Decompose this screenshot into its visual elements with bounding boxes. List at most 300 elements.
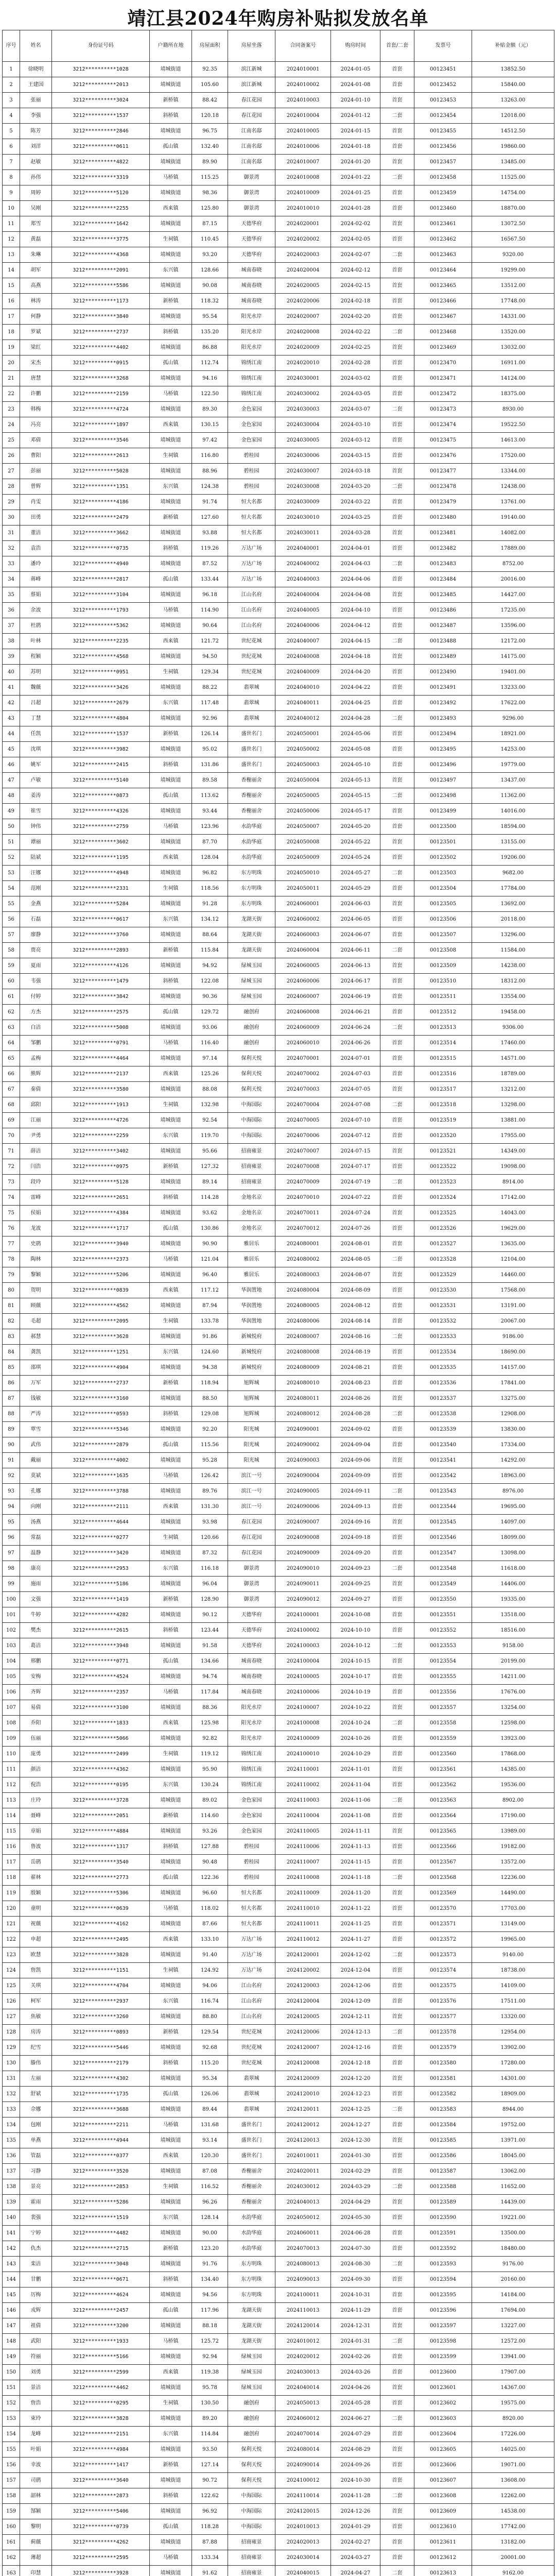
- cell-subsidy: 13518.00: [472, 1607, 554, 1623]
- cell-type: 二套: [380, 2102, 414, 2117]
- cell-date: 2024-12-13: [331, 2025, 380, 2040]
- cell-area: 122.08: [192, 974, 228, 989]
- cell-name: 齐辉: [20, 1685, 52, 1700]
- cell-invoice: 00123469: [414, 340, 472, 355]
- cell-id: 3212**********3546: [52, 433, 150, 448]
- cell-date: 2024-03-05: [331, 386, 380, 402]
- cell-type: 二套: [380, 866, 414, 881]
- cell-subsidy: 13596.00: [472, 618, 554, 634]
- cell-district: 生祠镇: [150, 1747, 192, 1762]
- cell-district: 西来镇: [150, 850, 192, 866]
- cell-subsidy: 17742.00: [472, 2519, 554, 2535]
- cell-date: 2024-05-20: [331, 819, 380, 835]
- cell-type: 首套: [380, 927, 414, 943]
- cell-contract: 2024050010: [275, 866, 331, 881]
- table-row: [3, 912, 554, 927]
- cell-no: 85: [3, 1360, 20, 1376]
- table-row: [3, 1175, 554, 1190]
- cell-invoice: 00123595: [414, 2287, 472, 2303]
- cell-name: 刘勇: [20, 2365, 52, 2380]
- cell-name: 沈琪: [20, 742, 52, 757]
- cell-invoice: 00123543: [414, 1484, 472, 1499]
- cell-id: 3212**********1735: [52, 2087, 150, 2102]
- cell-name: 邓倩: [20, 433, 52, 448]
- cell-area: 92.54: [192, 1113, 228, 1128]
- cell-invoice: 00123603: [414, 2411, 472, 2427]
- cell-no: 113: [3, 1793, 20, 1808]
- table-row: [3, 866, 554, 881]
- cell-no: 42: [3, 696, 20, 711]
- cell-area: 127.32: [192, 1159, 228, 1175]
- cell-estate: 阳光城: [228, 1437, 275, 1453]
- cell-date: 2024-03-25: [331, 510, 380, 526]
- cell-id: 3212**********2613: [52, 448, 150, 464]
- cell-contract: 2024080003: [275, 1267, 331, 1283]
- cell-type: 首套: [380, 1113, 414, 1128]
- cell-id: 3212**********0915: [52, 355, 150, 371]
- cell-estate: 绿城玉园: [228, 958, 275, 974]
- cell-district: 孤山镇: [150, 1437, 192, 1453]
- cell-type: 首套: [380, 1762, 414, 1777]
- table-row: [3, 2087, 554, 2102]
- cell-estate: 碧桂园: [228, 1839, 275, 1855]
- cell-id: 3212**********4904: [52, 1360, 150, 1376]
- table-row: [3, 742, 554, 757]
- table-row: [3, 572, 554, 587]
- cell-invoice: 00123581: [414, 2071, 472, 2087]
- cell-invoice: 00123500: [414, 819, 472, 835]
- cell-invoice: 00123517: [414, 1082, 472, 1097]
- cell-estate: 东方明珠: [228, 881, 275, 896]
- cell-area: 96.40: [192, 1267, 228, 1283]
- cell-estate: 龙湖天街: [228, 2303, 275, 2318]
- cell-invoice: 00123531: [414, 1298, 472, 1314]
- cell-date: 2024-12-23: [331, 2087, 380, 2102]
- table-row: [3, 2164, 554, 2179]
- cell-subsidy: 14427.00: [472, 587, 554, 603]
- cell-type: 首套: [380, 1932, 414, 1947]
- cell-contract: 2024100008: [275, 1716, 331, 1731]
- cell-invoice: 00123494: [414, 726, 472, 742]
- cell-name: 常磊: [20, 1530, 52, 1546]
- cell-estate: 融创府: [228, 1036, 275, 1051]
- cell-id: 3212**********4884: [52, 1824, 150, 1839]
- cell-area: 126.06: [192, 2087, 228, 2102]
- cell-name: 孔娜: [20, 1484, 52, 1499]
- cell-name: 韦强: [20, 974, 52, 989]
- cell-district: 靖城街道: [150, 371, 192, 386]
- table-row: [3, 2473, 554, 2488]
- cell-no: 105: [3, 1669, 20, 1685]
- cell-name: 岳鹃: [20, 1855, 52, 1870]
- cell-name: 叶林: [20, 634, 52, 649]
- table-row: [3, 124, 554, 139]
- cell-subsidy: 8902.00: [472, 1793, 554, 1808]
- cell-no: 112: [3, 1777, 20, 1793]
- cell-name: 严涛: [20, 1406, 52, 1422]
- cell-area: 90.12: [192, 1607, 228, 1623]
- cell-estate: 新城悦府: [228, 1345, 275, 1360]
- cell-date: 2024-08-29: [331, 2442, 380, 2458]
- cell-estate: 融创府: [228, 2396, 275, 2411]
- cell-invoice: 00123568: [414, 1870, 472, 1886]
- cell-invoice: 00123589: [414, 2195, 472, 2210]
- cell-type: 首套: [380, 2164, 414, 2179]
- table-row: [3, 2040, 554, 2056]
- cell-area: 129.08: [192, 1406, 228, 1422]
- cell-contract: 2024030009: [275, 495, 331, 510]
- cell-district: 生祠镇: [150, 1963, 192, 1978]
- table-row: [3, 1932, 554, 1947]
- table-row: [3, 773, 554, 788]
- cell-name: 关琪: [20, 1978, 52, 1994]
- cell-subsidy: 18738.00: [472, 1963, 554, 1978]
- cell-contract: 2024050003: [275, 757, 331, 773]
- table-row: [3, 464, 554, 479]
- table-row: [3, 1607, 554, 1623]
- cell-name: 彭丽: [20, 464, 52, 479]
- table-row: [3, 1886, 554, 1901]
- cell-estate: 锦绣江南: [228, 1747, 275, 1762]
- cell-subsidy: 11362.00: [472, 788, 554, 804]
- cell-id: 3212**********1537: [52, 726, 150, 742]
- cell-id: 3212**********4562: [52, 1298, 150, 1314]
- cell-no: 22: [3, 386, 20, 402]
- cell-estate: 金色家园: [228, 1793, 275, 1808]
- cell-estate: 御景湾: [228, 201, 275, 216]
- cell-invoice: 00123478: [414, 479, 472, 495]
- cell-district: 靖城街道: [150, 1360, 192, 1376]
- cell-estate: 水韵华庭: [228, 2210, 275, 2226]
- cell-name: 陈芳: [20, 124, 52, 139]
- cell-name: 仇杰: [20, 2241, 52, 2257]
- cell-date: 2024-10-10: [331, 1623, 380, 1638]
- cell-name: 万军: [20, 1376, 52, 1391]
- cell-name: 戴丽: [20, 1453, 52, 1468]
- cell-contract: 2024010011: [275, 2148, 331, 2164]
- cell-no: 24: [3, 417, 20, 433]
- cell-district: 马桥镇: [150, 1468, 192, 1484]
- cell-subsidy: 13212.00: [472, 1082, 554, 1097]
- cell-date: 2024-05-27: [331, 866, 380, 881]
- cell-district: 靖城街道: [150, 1669, 192, 1685]
- cell-area: 95.02: [192, 742, 228, 757]
- cell-estate: 龙湖天街: [228, 912, 275, 927]
- cell-type: 首套: [380, 1206, 414, 1221]
- table-row: [3, 2427, 554, 2442]
- cell-name: 景亮: [20, 2179, 52, 2195]
- cell-subsidy: 13971.00: [472, 2133, 554, 2148]
- cell-contract: 2024070012: [275, 1221, 331, 1236]
- cell-type: 首套: [380, 1623, 414, 1638]
- cell-no: 31: [3, 526, 20, 541]
- cell-district: 靖城街道: [150, 77, 192, 93]
- cell-date: 2024-10-26: [331, 1731, 380, 1747]
- cell-subsidy: 14157.00: [472, 1360, 554, 1376]
- cell-contract: 2024050001: [275, 726, 331, 742]
- cell-invoice: 00123539: [414, 1422, 472, 1437]
- table-row: [3, 247, 554, 263]
- cell-district: 靖城街道: [150, 1855, 192, 1870]
- cell-no: 89: [3, 1422, 20, 1437]
- cell-estate: 天德华府: [228, 1607, 275, 1623]
- cell-no: 104: [3, 1654, 20, 1669]
- table-row: [3, 1917, 554, 1932]
- cell-contract: 2024120001: [275, 1947, 331, 1963]
- cell-no: 33: [3, 556, 20, 572]
- cell-no: 76: [3, 1221, 20, 1236]
- table-row: [3, 2009, 554, 2025]
- cell-no: 32: [3, 541, 20, 556]
- cell-id: 3212**********0951: [52, 665, 150, 680]
- table-row: [3, 325, 554, 340]
- cell-subsidy: 14512.50: [472, 124, 554, 139]
- cell-area: 114.84: [192, 2427, 228, 2442]
- cell-no: 78: [3, 1252, 20, 1267]
- cell-date: 2024-02-02: [331, 216, 380, 232]
- cell-estate: 江南名邸: [228, 139, 275, 155]
- cell-id: 3212**********2853: [52, 2179, 150, 2195]
- cell-no: 19: [3, 340, 20, 355]
- cell-date: 2024-03-29: [331, 2179, 380, 2195]
- cell-date: 2024-07-19: [331, 1175, 380, 1190]
- cell-district: 靖城街道: [150, 2504, 192, 2519]
- cell-area: 97.14: [192, 1051, 228, 1066]
- cell-id: 3212**********3628: [52, 1329, 150, 1345]
- cell-district: 靖城街道: [150, 1113, 192, 1128]
- cell-area: 93.06: [192, 1020, 228, 1036]
- cell-id: 3212**********5166: [52, 2349, 150, 2365]
- table-row: [3, 1036, 554, 1051]
- cell-area: 95.54: [192, 309, 228, 325]
- cell-subsidy: 20001.00: [472, 2550, 554, 2566]
- cell-id: 3212**********2499: [52, 1747, 150, 1762]
- cell-contract: 2024010010: [275, 201, 331, 216]
- cell-invoice: 00123540: [414, 1437, 472, 1453]
- table-row: [3, 2550, 554, 2566]
- cell-type: 首套: [380, 433, 414, 448]
- cell-invoice: 00123551: [414, 1607, 472, 1623]
- cell-area: 91.58: [192, 1638, 228, 1654]
- cell-name: 易倩: [20, 1700, 52, 1716]
- table-row: [3, 155, 554, 170]
- cell-estate: 恒大名都: [228, 510, 275, 526]
- cell-date: 2024-09-23: [331, 1561, 380, 1577]
- cell-id: 3212**********1417: [52, 2458, 150, 2473]
- cell-id: 3212**********3602: [52, 835, 150, 850]
- cell-district: 靖城街道: [150, 1978, 192, 1994]
- cell-area: 91.62: [192, 2566, 228, 2576]
- cell-estate: 盛世名门: [228, 742, 275, 757]
- cell-district: 靖城街道: [150, 2009, 192, 2025]
- cell-invoice: 00123464: [414, 263, 472, 278]
- cell-date: 2024-09-06: [331, 1453, 380, 1468]
- cell-contract: 2024110002: [275, 1777, 331, 1793]
- cell-invoice: 00123555: [414, 1669, 472, 1685]
- cell-type: 首套: [380, 757, 414, 773]
- cell-estate: 盛世名门: [228, 2148, 275, 2164]
- cell-no: 28: [3, 479, 20, 495]
- cell-invoice: 00123467: [414, 309, 472, 325]
- cell-no: 7: [3, 155, 20, 170]
- cell-no: 40: [3, 665, 20, 680]
- cell-type: 首套: [380, 1468, 414, 1484]
- cell-type: 首套: [380, 1886, 414, 1901]
- cell-name: 龚凯: [20, 1345, 52, 1360]
- cell-invoice: 00123530: [414, 1283, 472, 1298]
- cell-type: 首套: [380, 1685, 414, 1700]
- cell-no: 140: [3, 2210, 20, 2226]
- cell-estate: 金地名京: [228, 1206, 275, 1221]
- cell-date: 2024-02-20: [331, 309, 380, 325]
- cell-contract: 2024110011: [275, 1917, 331, 1932]
- cell-area: 89.44: [192, 2102, 228, 2117]
- cell-district: 生祠镇: [150, 1314, 192, 1329]
- cell-type: 二套: [380, 1484, 414, 1499]
- table-row: [3, 371, 554, 386]
- cell-invoice: 00123558: [414, 1716, 472, 1731]
- cell-contract: 2024120006: [275, 2025, 331, 2040]
- cell-id: 3212**********1251: [52, 1345, 150, 1360]
- cell-type: 首套: [380, 1422, 414, 1437]
- cell-type: 首套: [380, 572, 414, 587]
- cell-date: 2024-04-10: [331, 603, 380, 618]
- cell-name: 章娟: [20, 1824, 52, 1839]
- table-row: [3, 958, 554, 974]
- cell-name: 樊杰: [20, 1623, 52, 1638]
- cell-date: 2024-12-20: [331, 2071, 380, 2087]
- cell-type: 首套: [380, 665, 414, 680]
- cell-no: 9: [3, 185, 20, 201]
- cell-name: 任凯: [20, 726, 52, 742]
- cell-no: 117: [3, 1855, 20, 1870]
- cell-invoice: 00123559: [414, 1731, 472, 1747]
- cell-district: 靖城街道: [150, 2257, 192, 2272]
- cell-name: 申超: [20, 1932, 52, 1947]
- cell-name: 包刚: [20, 2117, 52, 2133]
- cell-type: 首套: [380, 1855, 414, 1870]
- cell-invoice: 00123490: [414, 665, 472, 680]
- cell-type: 首套: [380, 680, 414, 696]
- cell-name: 詹浩: [20, 2396, 52, 2411]
- cell-district: 西来镇: [150, 2148, 192, 2164]
- cell-district: 孤山镇: [150, 1221, 192, 1236]
- cell-type: 首套: [380, 2303, 414, 2318]
- cell-invoice: 00123538: [414, 1406, 472, 1422]
- cell-type: 首套: [380, 773, 414, 788]
- cell-area: 130.24: [192, 1777, 228, 1793]
- cell-name: 祖倩: [20, 2318, 52, 2334]
- cell-area: 134.12: [192, 912, 228, 927]
- cell-district: 生祠镇: [150, 2396, 192, 2411]
- cell-district: 靖城街道: [150, 1020, 192, 1036]
- cell-district: 东兴镇: [150, 696, 192, 711]
- cell-district: 靖城街道: [150, 866, 192, 881]
- cell-date: 2024-12-27: [331, 2117, 380, 2133]
- table-row: [3, 77, 554, 93]
- cell-district: 西来镇: [150, 201, 192, 216]
- cell-subsidy: 14439.00: [472, 2195, 554, 2210]
- cell-invoice: 00123496: [414, 757, 472, 773]
- cell-estate: 御景湾: [228, 185, 275, 201]
- cell-subsidy: 13437.00: [472, 773, 554, 788]
- cell-no: 6: [3, 139, 20, 155]
- cell-contract: 2024090008: [275, 1530, 331, 1546]
- cell-no: 29: [3, 495, 20, 510]
- cell-district: 马桥镇: [150, 1036, 192, 1051]
- cell-area: 92.96: [192, 711, 228, 726]
- cell-no: 159: [3, 2504, 20, 2519]
- cell-type: 首套: [380, 587, 414, 603]
- cell-district: 东兴镇: [150, 1345, 192, 1360]
- cell-contract: 2024060010: [275, 1036, 331, 1051]
- cell-area: 97.42: [192, 433, 228, 448]
- cell-contract: 2024020002: [275, 232, 331, 247]
- cell-no: 134: [3, 2117, 20, 2133]
- table-row: [3, 1685, 554, 1700]
- cell-subsidy: 13923.00: [472, 1731, 554, 1747]
- cell-estate: 世纪花城: [228, 665, 275, 680]
- table-row: [3, 1406, 554, 1422]
- cell-name: 翟林: [20, 1870, 52, 1886]
- cell-area: 94.38: [192, 1360, 228, 1376]
- cell-no: 72: [3, 1159, 20, 1175]
- cell-subsidy: 14754.00: [472, 185, 554, 201]
- cell-name: 习静: [20, 2164, 52, 2179]
- cell-contract: 2024100011: [275, 2287, 331, 2303]
- cell-name: 宋杰: [20, 355, 52, 371]
- cell-estate: 中海国际: [228, 2504, 275, 2519]
- cell-id: 3212**********3928: [52, 2566, 150, 2576]
- cell-type: 首套: [380, 93, 414, 108]
- cell-date: 2024-10-30: [331, 2473, 380, 2488]
- table-row: [3, 2519, 554, 2535]
- cell-type: 首套: [380, 77, 414, 93]
- cell-type: 首套: [380, 294, 414, 309]
- cell-area: 89.58: [192, 773, 228, 788]
- cell-contract: 2024030007: [275, 464, 331, 479]
- header-cell-type: 首套/二套: [380, 30, 414, 62]
- cell-type: 首套: [380, 139, 414, 155]
- cell-subsidy: 14097.00: [472, 1515, 554, 1530]
- cell-id: 3212**********2179: [52, 2056, 150, 2071]
- cell-estate: 滨江一号: [228, 1468, 275, 1484]
- cell-name: 殷颖: [20, 1886, 52, 1901]
- cell-estate: 城南春晓: [228, 278, 275, 294]
- cell-contract: 2024060008: [275, 1005, 331, 1020]
- cell-id: 3212**********4464: [52, 1051, 150, 1066]
- cell-subsidy: 13520.00: [472, 325, 554, 340]
- cell-area: 90.90: [192, 1236, 228, 1252]
- table-row: [3, 2195, 554, 2210]
- cell-area: 88.96: [192, 464, 228, 479]
- cell-subsidy: 12018.00: [472, 108, 554, 124]
- cell-date: 2024-01-18: [331, 139, 380, 155]
- cell-type: 首套: [380, 1360, 414, 1376]
- cell-estate: 天德华府: [228, 1638, 275, 1654]
- cell-estate: 水韵华庭: [228, 850, 275, 866]
- cell-contract: 2024110013: [275, 2303, 331, 2318]
- cell-type: 首套: [380, 742, 414, 757]
- cell-district: 斜桥镇: [150, 2488, 192, 2504]
- cell-subsidy: 14184.00: [472, 2287, 554, 2303]
- cell-estate: 翡翠城: [228, 680, 275, 696]
- table-row: [3, 1376, 554, 1391]
- cell-invoice: 00123554: [414, 1654, 472, 1669]
- cell-subsidy: 13344.00: [472, 464, 554, 479]
- cell-type: 首套: [380, 2458, 414, 2473]
- cell-id: 3212**********0873: [52, 788, 150, 804]
